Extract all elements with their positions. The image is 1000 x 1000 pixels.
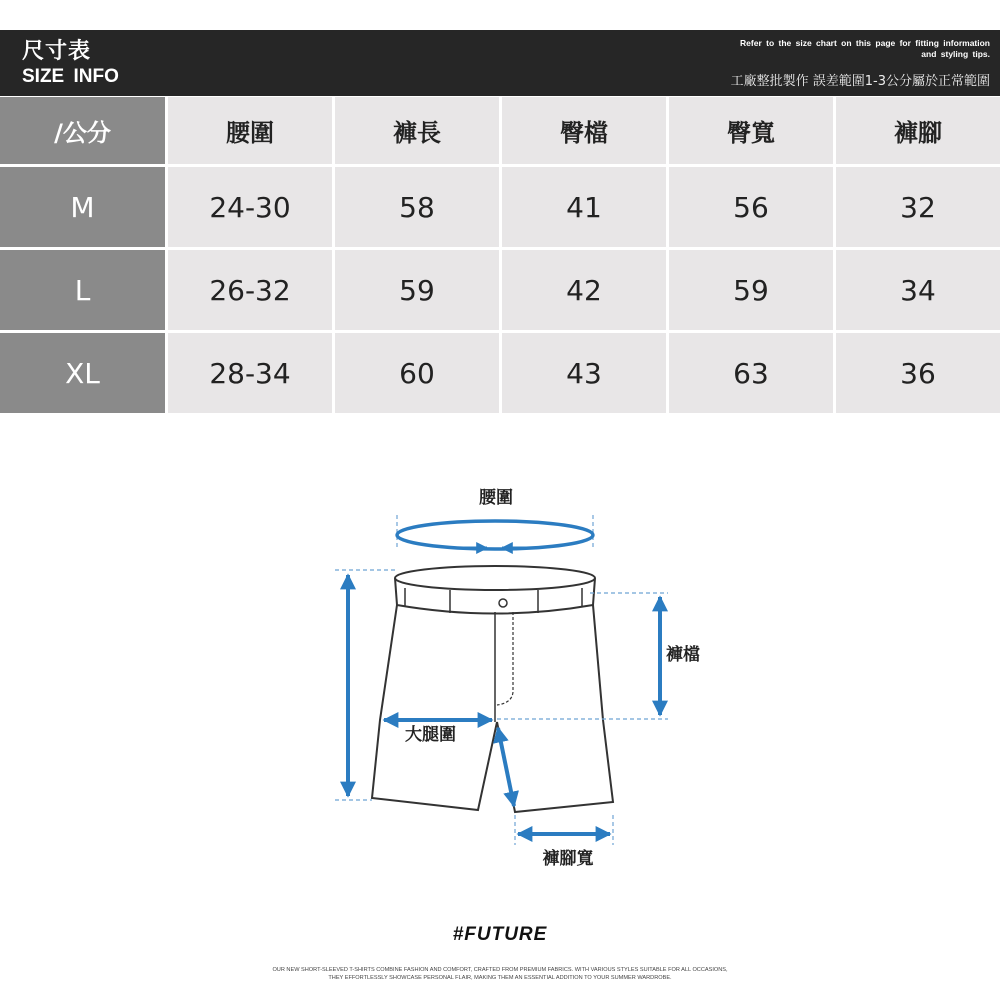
table-cell: 58 bbox=[335, 167, 499, 247]
table-cell: 26-32 bbox=[168, 250, 332, 330]
table-cell: 63 bbox=[669, 333, 833, 413]
waistband bbox=[395, 578, 595, 614]
waist-label: 腰圍 bbox=[479, 488, 513, 508]
footer-description: OUR NEW SHORT-SLEEVED T-SHIRTS COMBINE FASHION AND COMFORT, CRAFTED FROM PREMIUM FABRICS. WITH VARIOUS STYLES SUITABLE FOR ALL OCCASIONS, THEY EFFORTLESSLY SHOWCASE PERSONAL FLAIR, MAKING THEM AN ESSENTIAL ADDITION TO YOUR SUMMER WARDROBE. bbox=[272, 967, 728, 981]
table-cell: 59 bbox=[335, 250, 499, 330]
table-cell: 24-30 bbox=[168, 167, 332, 247]
table-cell: 59 bbox=[669, 250, 833, 330]
brand-logo: #FUTURE bbox=[452, 924, 548, 945]
column-header-hip: 臀寬 bbox=[669, 97, 833, 164]
left-leg bbox=[372, 605, 497, 810]
table-cell: 32 bbox=[836, 167, 1000, 247]
measurement-arrows bbox=[348, 521, 660, 834]
table-cell: 42 bbox=[502, 250, 666, 330]
waistband-top bbox=[395, 566, 595, 590]
right-leg bbox=[497, 605, 613, 812]
table-cell: 60 bbox=[335, 333, 499, 413]
column-header-hem: 褲腳 bbox=[836, 97, 1000, 164]
fly-stitch bbox=[497, 612, 513, 705]
size-label-m: M bbox=[0, 167, 165, 247]
waist-arrow bbox=[397, 521, 593, 549]
rise-label: 褲檔 bbox=[666, 645, 700, 665]
hem-label: 褲腳寬 bbox=[542, 849, 594, 869]
table-cell: 36 bbox=[836, 333, 1000, 413]
title-english: SIZE INFO bbox=[22, 66, 119, 87]
fitting-note-english: Refer to the size chart on this page for fitting information and styling tips. bbox=[740, 38, 990, 59]
unit-header: /公分 bbox=[0, 97, 165, 164]
table-cell: 28-34 bbox=[168, 333, 332, 413]
button bbox=[499, 599, 507, 607]
column-header-length: 褲長 bbox=[335, 97, 499, 164]
size-label-xl: XL bbox=[0, 333, 165, 413]
tolerance-note-chinese: 工廠整批製作 誤差範圍1-3公分屬於正常範圍 bbox=[730, 74, 990, 89]
shorts-outline bbox=[372, 566, 613, 812]
thigh-label: 大腿圍 bbox=[405, 725, 456, 745]
table-cell: 43 bbox=[502, 333, 666, 413]
leg-opening-arrow bbox=[498, 728, 514, 806]
title-chinese: 尺寸表 bbox=[22, 39, 92, 64]
size-label-l: L bbox=[0, 250, 165, 330]
table-cell: 34 bbox=[836, 250, 1000, 330]
table-cell: 56 bbox=[669, 167, 833, 247]
column-header-waist: 腰圍 bbox=[168, 97, 332, 164]
table-cell: 41 bbox=[502, 167, 666, 247]
column-header-rise: 臀檔 bbox=[502, 97, 666, 164]
